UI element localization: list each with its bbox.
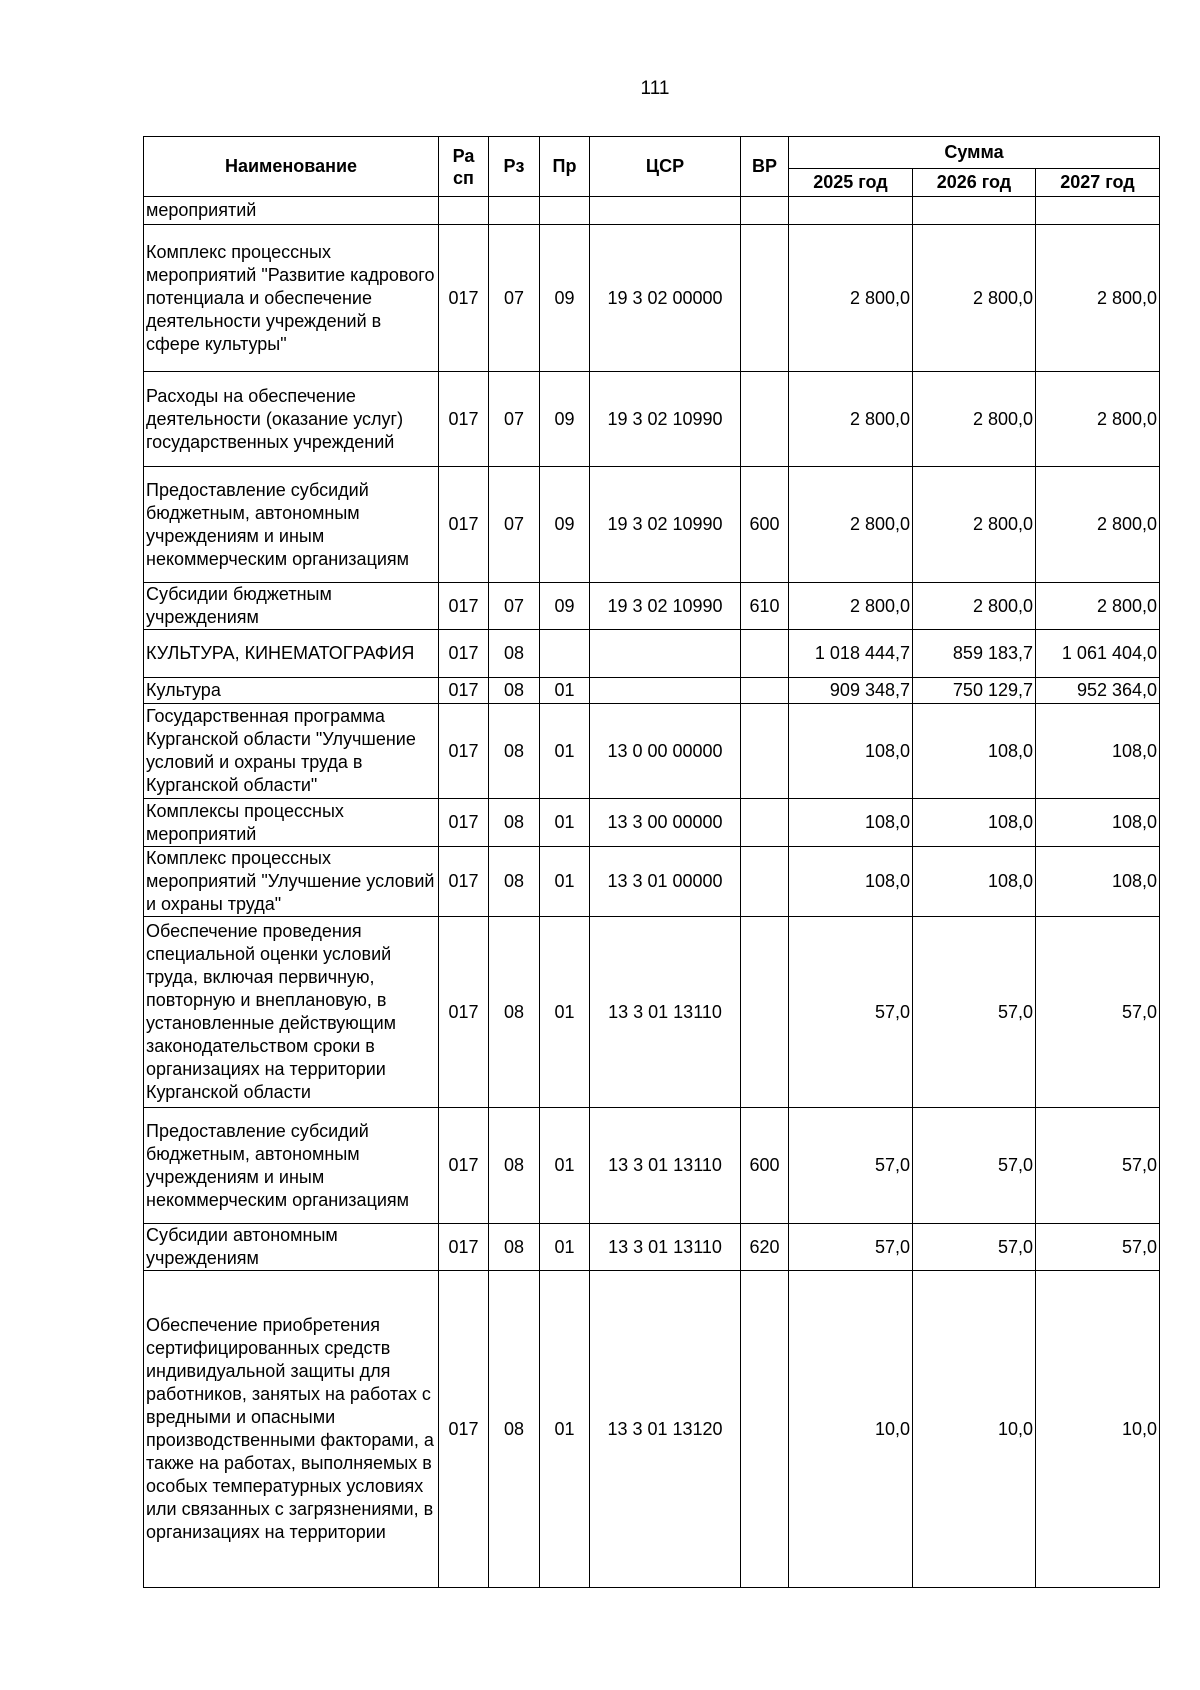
row-rasp: 017: [439, 467, 489, 583]
row-amount-2027: 2 800,0: [1036, 225, 1160, 372]
row-name: Обеспечение приобретения сертифицированных средств индивидуальной защиты для работников, занятых на работах с вредными и опасными производственными факторами, а также на работах, выполняемых в особых температурных условиях или связанных с загрязнениями, в организациях на территории: [144, 1271, 439, 1588]
row-amount-2025: 2 800,0: [789, 372, 913, 467]
row-name: Государственная программа Курганской области "Улучшение условий и охраны труда в Курганской области": [144, 704, 439, 799]
row-amount-2027: 57,0: [1036, 917, 1160, 1108]
table-row: [144, 225, 1160, 372]
table-row: [144, 704, 1160, 799]
row-pr: 01: [540, 1224, 590, 1271]
row-vr: [741, 197, 789, 225]
row-rasp: [439, 197, 489, 225]
row-rz: 08: [489, 704, 540, 799]
table-row: [144, 799, 1160, 847]
row-rasp: 017: [439, 583, 489, 630]
row-amount-2026: 108,0: [913, 799, 1036, 847]
row-csr: [590, 197, 741, 225]
row-amount-2027: [1036, 197, 1160, 225]
row-csr: 19 3 02 10990: [590, 467, 741, 583]
row-amount-2026: 750 129,7: [913, 678, 1036, 704]
row-pr: 01: [540, 704, 590, 799]
row-name: Предоставление субсидий бюджетным, автономным учреждениям и иным некоммерческим организациям: [144, 1108, 439, 1224]
row-amount-2026: 57,0: [913, 1108, 1036, 1224]
row-rz: 07: [489, 467, 540, 583]
row-rasp: 017: [439, 1108, 489, 1224]
row-amount-2025: [789, 197, 913, 225]
row-amount-2026: 2 800,0: [913, 225, 1036, 372]
header-year-2025: 2025 год: [789, 169, 913, 197]
row-csr: 13 3 00 00000: [590, 799, 741, 847]
row-amount-2027: 952 364,0: [1036, 678, 1160, 704]
row-amount-2027: 10,0: [1036, 1271, 1160, 1588]
row-amount-2025: 2 800,0: [789, 225, 913, 372]
table-row: [144, 1224, 1160, 1271]
row-vr: [741, 917, 789, 1108]
row-rz: 08: [489, 1271, 540, 1588]
row-rasp: 017: [439, 225, 489, 372]
row-vr: 620: [741, 1224, 789, 1271]
row-csr: 19 3 02 10990: [590, 372, 741, 467]
table-row: [144, 630, 1160, 678]
row-pr: 09: [540, 372, 590, 467]
row-amount-2027: 2 800,0: [1036, 372, 1160, 467]
row-csr: 13 3 01 13110: [590, 917, 741, 1108]
row-vr: [741, 372, 789, 467]
row-rasp: 017: [439, 372, 489, 467]
row-csr: 19 3 02 00000: [590, 225, 741, 372]
row-csr: [590, 678, 741, 704]
table-row: [144, 1271, 1160, 1588]
row-amount-2025: 10,0: [789, 1271, 913, 1588]
row-rasp: 017: [439, 799, 489, 847]
row-rasp: 017: [439, 704, 489, 799]
row-name: Обеспечение проведения специальной оценки условий труда, включая первичную, повторную и внеплановую, в установленные действующим законодательством сроки в организациях на территории Курганской области: [144, 917, 439, 1108]
row-amount-2025: 108,0: [789, 799, 913, 847]
row-rasp: 017: [439, 630, 489, 678]
row-amount-2026: [913, 197, 1036, 225]
budget-table: [143, 136, 1160, 1588]
row-vr: 600: [741, 467, 789, 583]
row-rz: [489, 197, 540, 225]
header-year-2027: 2027 год: [1036, 169, 1160, 197]
table-row: [144, 1108, 1160, 1224]
row-vr: [741, 678, 789, 704]
row-rasp: 017: [439, 917, 489, 1108]
row-rz: 08: [489, 847, 540, 917]
row-pr: 01: [540, 917, 590, 1108]
table-header: [144, 137, 1160, 197]
row-amount-2025: 108,0: [789, 847, 913, 917]
row-vr: 610: [741, 583, 789, 630]
row-rz: 08: [489, 1108, 540, 1224]
header-year-2026: 2026 год: [913, 169, 1036, 197]
row-amount-2026: 108,0: [913, 704, 1036, 799]
row-pr: 01: [540, 678, 590, 704]
row-amount-2026: 2 800,0: [913, 583, 1036, 630]
row-rz: 08: [489, 630, 540, 678]
row-vr: [741, 847, 789, 917]
row-csr: 13 3 01 13120: [590, 1271, 741, 1588]
row-amount-2025: 108,0: [789, 704, 913, 799]
row-rz: 08: [489, 678, 540, 704]
row-csr: 19 3 02 10990: [590, 583, 741, 630]
row-vr: [741, 704, 789, 799]
header-rz: Рз: [489, 137, 540, 197]
table-body: [144, 197, 1160, 1588]
row-amount-2027: 57,0: [1036, 1108, 1160, 1224]
row-rz: 08: [489, 799, 540, 847]
row-csr: [590, 630, 741, 678]
header-pr: Пр: [540, 137, 590, 197]
header-vr: ВР: [741, 137, 789, 197]
table-row: [144, 678, 1160, 704]
row-amount-2025: 2 800,0: [789, 467, 913, 583]
row-rz: 07: [489, 583, 540, 630]
row-pr: 01: [540, 1271, 590, 1588]
row-vr: [741, 1271, 789, 1588]
row-rz: 07: [489, 372, 540, 467]
row-name: Субсидии автономным учреждениям: [144, 1224, 439, 1271]
row-csr: 13 0 00 00000: [590, 704, 741, 799]
table-row: [144, 583, 1160, 630]
row-rasp: 017: [439, 678, 489, 704]
row-amount-2025: 2 800,0: [789, 583, 913, 630]
row-amount-2027: 108,0: [1036, 847, 1160, 917]
header-sum: Сумма: [789, 137, 1160, 169]
row-amount-2027: 2 800,0: [1036, 467, 1160, 583]
row-amount-2025: 57,0: [789, 1224, 913, 1271]
table-row: [144, 847, 1160, 917]
row-amount-2027: 1 061 404,0: [1036, 630, 1160, 678]
row-amount-2026: 2 800,0: [913, 467, 1036, 583]
row-name: Комплекс процессных мероприятий "Улучшение условий и охраны труда": [144, 847, 439, 917]
row-pr: 09: [540, 583, 590, 630]
header-rasp: Ра сп: [439, 137, 489, 197]
table-row: [144, 372, 1160, 467]
row-rz: 07: [489, 225, 540, 372]
row-amount-2027: 57,0: [1036, 1224, 1160, 1271]
row-pr: 01: [540, 799, 590, 847]
row-rasp: 017: [439, 1224, 489, 1271]
row-pr: [540, 197, 590, 225]
row-name: Комплексы процессных мероприятий: [144, 799, 439, 847]
row-name: КУЛЬТУРА, КИНЕМАТОГРАФИЯ: [144, 630, 439, 678]
header-csr: ЦСР: [590, 137, 741, 197]
row-rz: 08: [489, 1224, 540, 1271]
row-csr: 13 3 01 13110: [590, 1108, 741, 1224]
row-name: Культура: [144, 678, 439, 704]
row-rasp: 017: [439, 1271, 489, 1588]
row-name: Комплекс процессных мероприятий "Развитие кадрового потенциала и обеспечение деятельности учреждений в сфере культуры": [144, 225, 439, 372]
row-vr: 600: [741, 1108, 789, 1224]
row-amount-2026: 108,0: [913, 847, 1036, 917]
row-name: Предоставление субсидий бюджетным, автономным учреждениям и иным некоммерческим организациям: [144, 467, 439, 583]
row-pr: [540, 630, 590, 678]
row-vr: [741, 799, 789, 847]
row-csr: 13 3 01 13110: [590, 1224, 741, 1271]
table-row: [144, 197, 1160, 225]
row-pr: 09: [540, 467, 590, 583]
row-amount-2025: 1 018 444,7: [789, 630, 913, 678]
row-amount-2025: 909 348,7: [789, 678, 913, 704]
row-amount-2025: 57,0: [789, 1108, 913, 1224]
row-amount-2027: 108,0: [1036, 704, 1160, 799]
row-amount-2025: 57,0: [789, 917, 913, 1108]
row-pr: 01: [540, 847, 590, 917]
table-row: [144, 467, 1160, 583]
row-name: Расходы на обеспечение деятельности (оказание услуг) государственных учреждений: [144, 372, 439, 467]
row-rasp: 017: [439, 847, 489, 917]
row-amount-2026: 2 800,0: [913, 372, 1036, 467]
row-vr: [741, 630, 789, 678]
row-name: мероприятий: [144, 197, 439, 225]
row-amount-2026: 859 183,7: [913, 630, 1036, 678]
row-amount-2027: 108,0: [1036, 799, 1160, 847]
row-amount-2026: 57,0: [913, 1224, 1036, 1271]
row-pr: 09: [540, 225, 590, 372]
row-amount-2026: 57,0: [913, 917, 1036, 1108]
row-csr: 13 3 01 00000: [590, 847, 741, 917]
row-rz: 08: [489, 917, 540, 1108]
row-amount-2027: 2 800,0: [1036, 583, 1160, 630]
row-pr: 01: [540, 1108, 590, 1224]
row-name: Субсидии бюджетным учреждениям: [144, 583, 439, 630]
row-vr: [741, 225, 789, 372]
page-number: 111: [640, 78, 670, 99]
header-name: Наименование: [144, 137, 439, 197]
table-row: [144, 917, 1160, 1108]
row-amount-2026: 10,0: [913, 1271, 1036, 1588]
